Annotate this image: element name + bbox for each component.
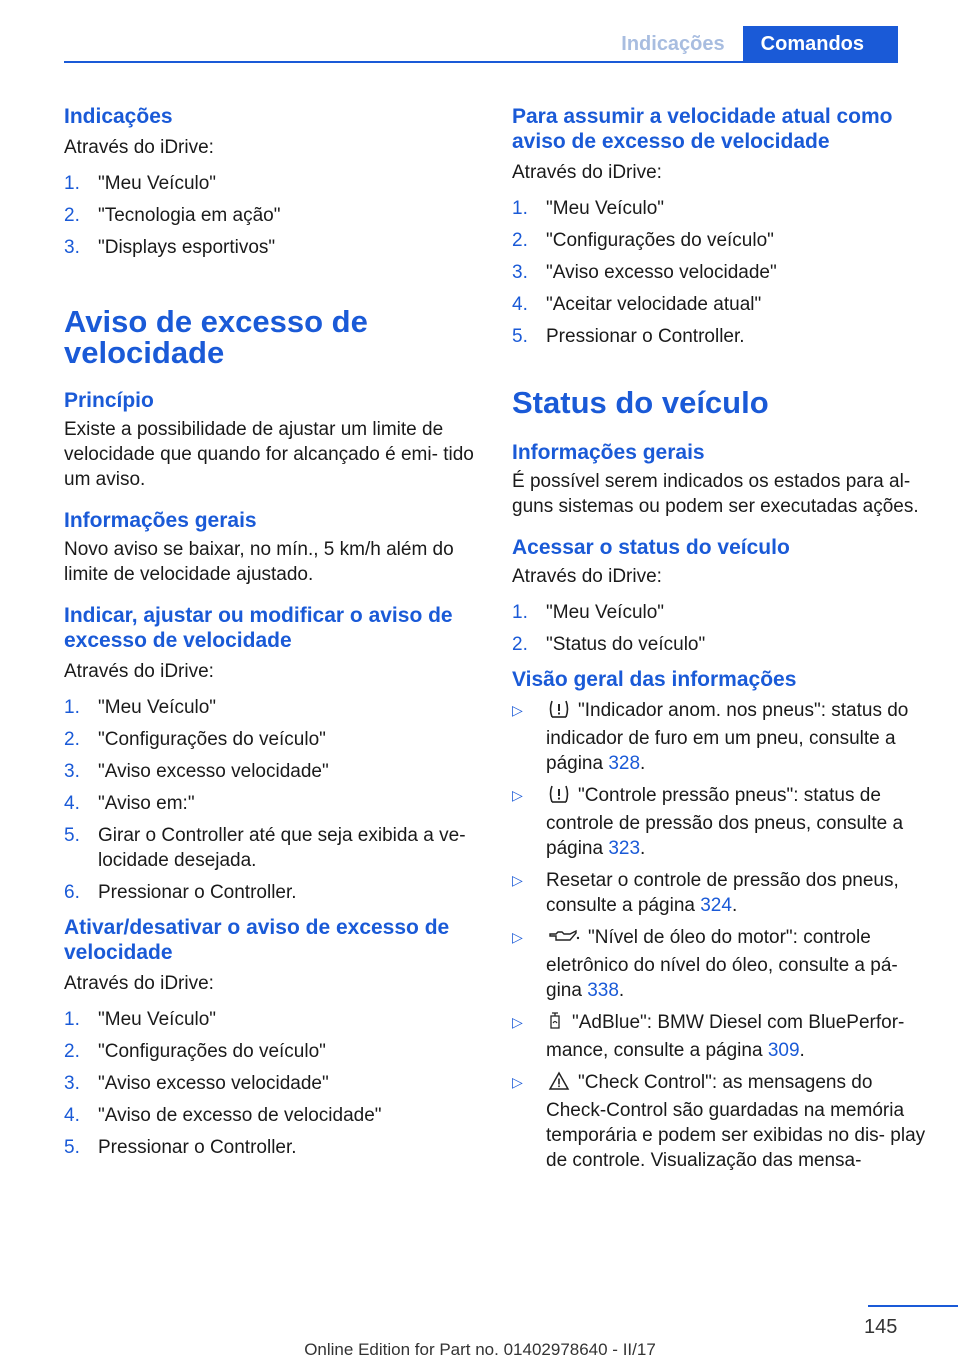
section-heading-indicar: Indicar, ajustar ou modificar o aviso de excesso de velocidade bbox=[64, 604, 453, 652]
list-item: 5. Pressionar o Controller. bbox=[512, 326, 745, 347]
left-column bbox=[64, 104, 480, 1167]
section-heading-assumir: Para assumir a velocidade atual como aviso de excesso de velocidade bbox=[512, 105, 893, 153]
list-item: 1. "Meu Veículo" bbox=[64, 173, 217, 194]
list-item: 2. "Status do veículo" bbox=[512, 634, 706, 655]
page-link[interactable]: 323 bbox=[608, 838, 641, 859]
section-heading-principio: Princípio bbox=[64, 389, 154, 412]
main-heading-aviso: Aviso de excesso de velocidade bbox=[64, 304, 368, 370]
main-heading-status: Status do veículo bbox=[512, 385, 769, 420]
list-item: 2. "Configurações do veículo" bbox=[512, 230, 774, 251]
page-link[interactable]: 324 bbox=[700, 895, 732, 916]
intro-text: Através do iDrive: bbox=[64, 661, 214, 682]
tab-comandos[interactable]: Comandos bbox=[743, 26, 898, 62]
list-item: 4. "Aceitar velocidade atual" bbox=[512, 294, 762, 315]
page-link[interactable]: 328 bbox=[608, 753, 641, 774]
list-item: ▷ Resetar o controle de pressão dos pneus, consulte a página 324. bbox=[512, 870, 899, 916]
page-link[interactable]: 309 bbox=[767, 1040, 800, 1061]
list-item: 2. "Configurações do veículo" bbox=[64, 729, 326, 750]
informacoes-text: É possível serem indicados os estados para al- guns sistemas ou podem ser executadas ações. bbox=[512, 471, 919, 517]
list-item: 3. "Displays esportivos" bbox=[64, 237, 276, 258]
section-heading-ativar: Ativar/desativar o aviso de excesso de velocidade bbox=[64, 916, 450, 964]
steps-list-acessar bbox=[512, 600, 928, 657]
list-item: 3. "Aviso excesso velocidade" bbox=[64, 1073, 329, 1094]
list-item: ▷ "Controle pressão pneus": status de controle de pressão dos pneus, consulte a página 323. bbox=[512, 785, 904, 859]
list-item: 4. "Aviso em:" bbox=[64, 793, 195, 814]
tire-warning-icon bbox=[548, 699, 570, 726]
list-item: 5. Pressionar o Controller. bbox=[64, 1137, 297, 1158]
list-item: 1. "Meu Veículo" bbox=[512, 602, 665, 623]
list-item: ▷ "Nível de óleo do motor": controle eletrônico do nível do óleo, consulte a pá- gina 338. bbox=[512, 927, 898, 1001]
list-item: 2. "Tecnologia em ação" bbox=[64, 205, 281, 226]
footer-rule bbox=[868, 1305, 958, 1307]
section-heading-acessar: Acessar o status do veículo bbox=[512, 536, 790, 559]
intro-text: Através do iDrive: bbox=[512, 566, 662, 587]
list-item: 3. "Aviso excesso velocidade" bbox=[512, 262, 777, 283]
steps-list-indicacoes bbox=[64, 171, 480, 260]
steps-list-ativar bbox=[64, 1007, 480, 1160]
list-item: 5. Girar o Controller até que seja exibida a ve- locidade desejada. bbox=[64, 825, 466, 871]
list-item: 1. "Meu Veículo" bbox=[64, 1009, 217, 1030]
intro-text: Através do iDrive: bbox=[512, 162, 662, 183]
tire-warning-icon bbox=[548, 784, 570, 811]
warning-triangle-icon bbox=[548, 1071, 570, 1098]
header-rule bbox=[64, 61, 898, 63]
list-item: 1. "Meu Veículo" bbox=[64, 697, 217, 718]
list-item: ▷ "AdBlue": BMW Diesel com BluePerfor- mance, consulte a página 309. bbox=[512, 1012, 905, 1061]
oil-can-icon bbox=[548, 928, 580, 953]
section-heading-informacoes: Informações gerais bbox=[512, 441, 705, 464]
section-heading-informacoes: Informações gerais bbox=[64, 509, 257, 532]
informacoes-text: Novo aviso se baixar, no mín., 5 km/h além do limite de velocidade ajustado. bbox=[64, 539, 454, 585]
intro-text: Através do iDrive: bbox=[64, 973, 214, 994]
list-item: 6. Pressionar o Controller. bbox=[64, 882, 297, 903]
intro-text: Através do iDrive: bbox=[64, 137, 214, 158]
list-item: ▷ "Indicador anom. nos pneus": status do indicador de furo em um pneu, consulte a página 328. bbox=[512, 700, 909, 774]
page-link[interactable]: 338 bbox=[587, 980, 619, 1001]
section-heading-visao: Visão geral das informações bbox=[512, 668, 797, 691]
steps-list-indicar bbox=[64, 695, 480, 905]
top-navigation bbox=[603, 26, 898, 62]
steps-list-assumir bbox=[512, 196, 928, 349]
list-item: 1. "Meu Veículo" bbox=[512, 198, 665, 219]
list-item: 2. "Configurações do veículo" bbox=[64, 1041, 326, 1062]
principio-text: Existe a possibilidade de ajustar um limite de velocidade que quando for alcançado é emi- tido um aviso. bbox=[64, 419, 474, 490]
footer-edition-text: Online Edition for Part no. 01402978640 - II/17 bbox=[304, 1340, 656, 1359]
adblue-icon bbox=[548, 1011, 564, 1038]
list-item: 4. "Aviso de excesso de velocidade" bbox=[64, 1105, 382, 1126]
section-heading-indicacoes: Indicações bbox=[64, 105, 173, 128]
list-item: ▷ "Check Control": as mensagens do Check-Control são guardadas na memória temporária e podem ser exibidas no dis- play de controle. Visualização das mensa- bbox=[512, 1072, 926, 1171]
tab-indicacoes[interactable]: Indicações bbox=[621, 33, 725, 55]
list-item: 3. "Aviso excesso velocidade" bbox=[64, 761, 329, 782]
overview-list bbox=[512, 698, 928, 1173]
right-column bbox=[512, 104, 928, 1180]
page-number: 145 bbox=[864, 1316, 898, 1338]
